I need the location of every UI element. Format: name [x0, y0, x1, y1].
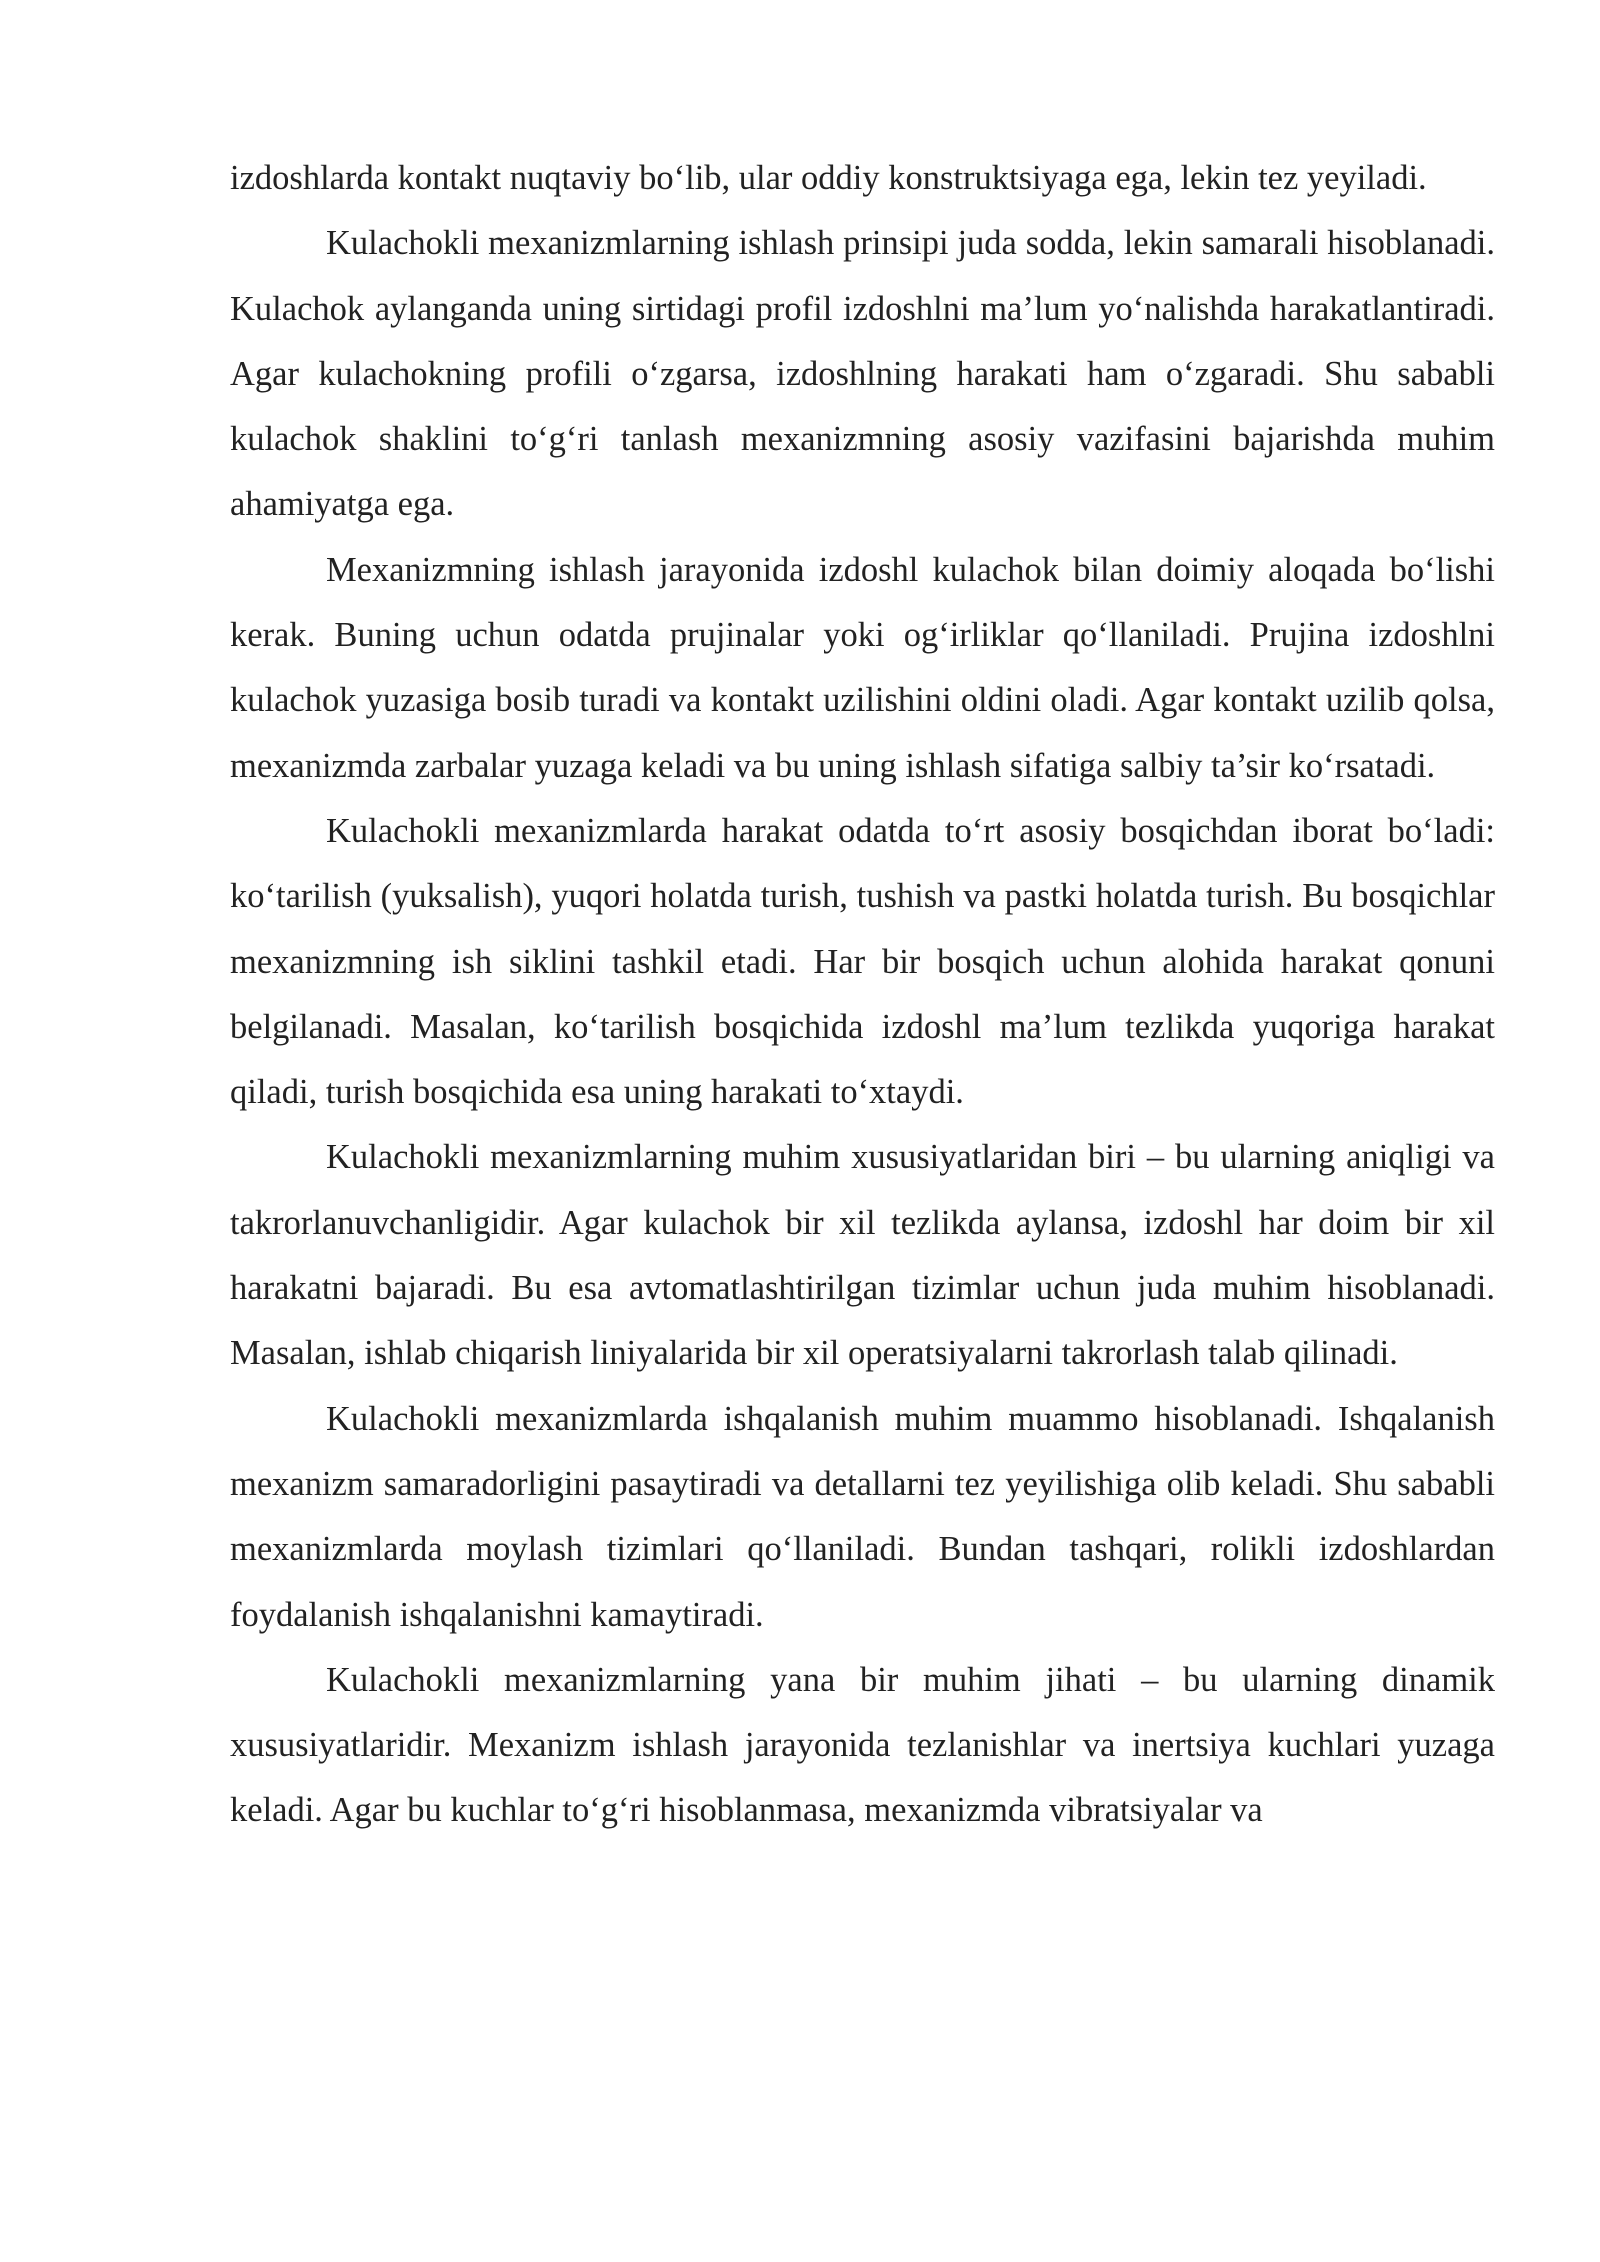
paragraph-contact: Mexanizmning ishlash jarayonida izdoshl kulachok bilan doimiy aloqada bo‘lishi kerak. Buning uchun odatda prujinalar yoki og‘irliklar qo‘llaniladi. Prujina izdoshlni kulachok yuzasiga bosib turadi va kontakt uzilishini oldini oladi. Agar kontakt uzilib qolsa, mexanizmda zarbalar yuzaga keladi va bu uning ishlash sifatiga salbiy ta’sir ko‘rsatadi.: [230, 550, 1495, 785]
document-body: [230, 146, 1495, 1844]
paragraph-continuation: izdoshlarda kontakt nuqtaviy bo‘lib, ular oddiy konstruktsiyaga ega, lekin tez yeyiladi.: [230, 159, 1427, 197]
paragraph-friction: Kulachokli mexanizmlarda ishqalanish muhim muammo hisoblanadi. Ishqalanish mexanizm samaradorligini pasaytiradi va detallarni tez yeyilishiga olib keladi. Shu sababli mexanizmlarda moylash tizimlari qo‘llaniladi. Bundan tashqari, rolikli izdoshlardan foydalanish ishqalanishni kamaytiradi.: [230, 1399, 1495, 1634]
paragraph-working-principle: Kulachokli mexanizmlarning ishlash prinsipi juda sodda, lekin samarali hisoblanadi. Kulachok aylanganda uning sirtidagi profil izdoshlni ma’lum yo‘nalishda harakatlantiradi. Agar kulachokning profili o‘zgarsa, izdoshlning harakati ham o‘zgaradi. Shu sababli kulachok shaklini to‘g‘ri tanlash mexanizmning asosiy vazifasini bajarishda muhim ahamiyatga ega.: [230, 224, 1495, 524]
paragraph-dynamics: Kulachokli mexanizmlarning yana bir muhim jihati – bu ularning dinamik xususiyatlaridir. Mexanizm ishlash jarayonida tezlanishlar va inertsiya kuchlari yuzaga keladi. Agar bu kuchlar to‘g‘ri hisoblanmasa, mexanizmda vibratsiyalar va: [230, 1660, 1495, 1830]
paragraph-motion-stages: Kulachokli mexanizmlarda harakat odatda to‘rt asosiy bosqichdan iborat bo‘ladi: ko‘tarilish (yuksalish), yuqori holatda turish, tushish va pastki holatda turish. Bu bosqichlar mexanizmning ish siklini tashkil etadi. Har bir bosqich uchun alohida harakat qonuni belgilanadi. Masalan, ko‘tarilish bosqichida izdoshl ma’lum tezlikda yuqoriga harakat qiladi, turish bosqichida esa uning harakati to‘xtaydi.: [230, 811, 1495, 1112]
paragraph-accuracy: Kulachokli mexanizmlarning muhim xususiyatlaridan biri – bu ularning aniqligi va takrorlanuvchanligidir. Agar kulachok bir xil tezlikda aylansa, izdoshl har doim bir xil harakatni bajaradi. Bu esa avtomatlashtirilgan tizimlar uchun juda muhim hisoblanadi. Masalan, ishlab chiqarish liniyalarida bir xil operatsiyalarni takrorlash talab qilinadi.: [230, 1138, 1495, 1373]
